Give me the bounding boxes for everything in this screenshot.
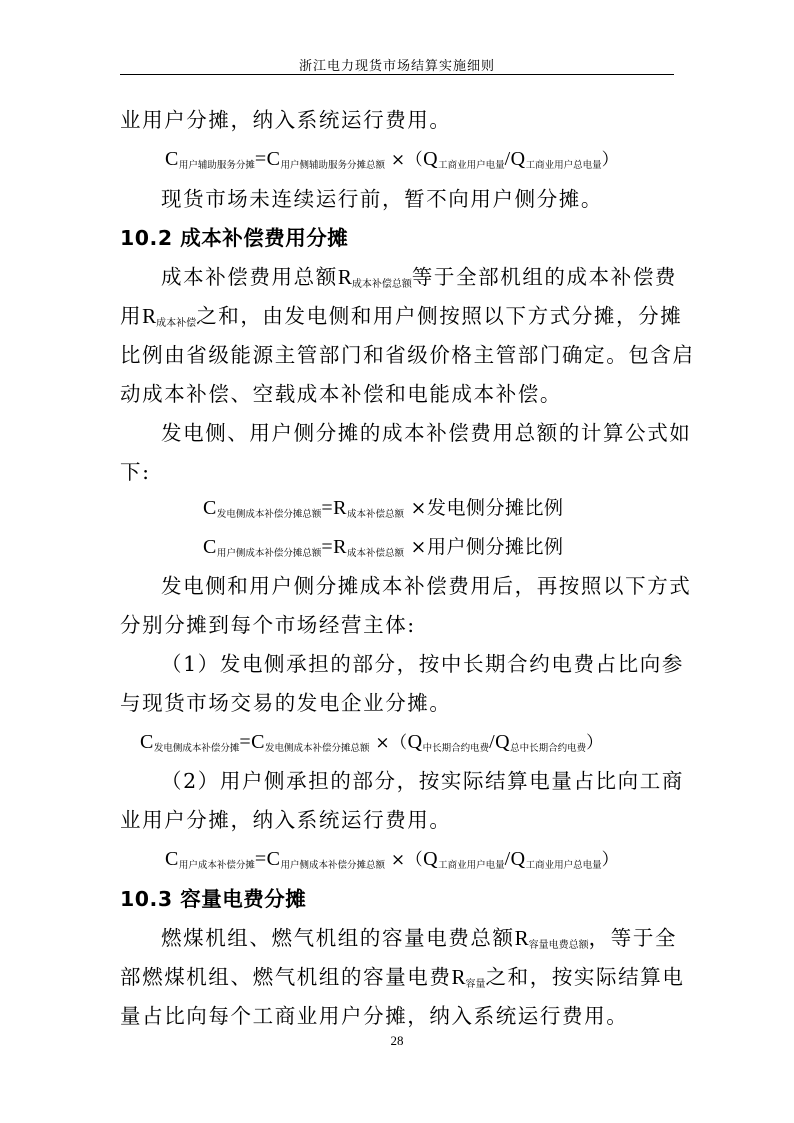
paragraph-line: 发电侧、用户侧分摊的成本补偿费用总额的计算公式如 <box>161 421 692 445</box>
paragraph-line: 比例由省级能源主管部门和省级价格主管部门确定。包含启 <box>120 343 695 367</box>
paragraph-line: 分别分摊到每个市场经营主体: <box>120 613 416 637</box>
formula-user-aux-allocation: C用户辅助服务分摊=C用户侧辅助服务分摊总额 ×（Q工商业用户电量/Q工商业用户总电量） <box>165 148 620 171</box>
running-header: 浙江电力现货市场结算实施细则 <box>298 59 495 74</box>
formula-generation-allocation: C发电侧成本补偿分摊=C发电侧成本补偿分摊总额 ×（Q中长期合约电费/Q总中长期合约电费） <box>140 731 604 754</box>
paragraph-line: 量占比向每个工商业用户分摊，纳入系统运行费用。 <box>120 1004 629 1028</box>
formula-generation-side-total: C发电侧成本补偿分摊总额=R成本补偿总额 ×发电侧分摊比例 <box>203 497 564 520</box>
paragraph-line: 与现货市场交易的发电企业分摊。 <box>120 691 452 715</box>
paragraph-line: （1）发电侧承担的部分，按中长期合约电费占比向参 <box>161 652 684 676</box>
paragraph-line: 燃煤机组、燃气机组的容量电费总额$R_{容量电费总额}$，等于全 <box>161 926 678 951</box>
paragraph-line: 业用户分摊，纳入系统运行费用。 <box>120 808 452 832</box>
formula-user-cost-allocation: C用户成本补偿分摊=C用户侧成本补偿分摊总额 ×（Q工商业用户电量/Q工商业用户总电量） <box>165 848 620 871</box>
page-number: 28 <box>390 1033 404 1048</box>
paragraph-line: 部燃煤机组、燃气机组的容量电费$R_{容量}$之和，按实际结算电 <box>120 965 685 990</box>
paragraph-line: （2）用户侧承担的部分，按实际结算电量占比向工商 <box>161 769 684 793</box>
paragraph-line: 现货市场未连续运行前，暂不向用户侧分摊。 <box>161 187 603 211</box>
paragraph-line: 业用户分摊，纳入系统运行费用。 <box>120 108 452 132</box>
formula-user-side-total: C用户侧成本补偿分摊总额=R成本补偿总额 ×用户侧分摊比例 <box>203 536 564 559</box>
paragraph-line: 下: <box>120 460 151 484</box>
section-heading-10-3: 10.3 容量电费分摊 <box>120 887 307 911</box>
paragraph-line: 动成本补偿、空载成本补偿和电能成本补偿。 <box>120 382 562 406</box>
paragraph-line: 发电侧和用户侧分摊成本补偿费用后，再按照以下方式 <box>161 574 692 598</box>
paragraph-line: 成本补偿费用总额$R_{成本补偿总额}$等于全部机组的成本补偿费 <box>161 265 678 290</box>
header-rule <box>120 74 674 75</box>
paragraph-line: 用$R_{成本补偿}$之和，由发电侧和用户侧按照以下方式分摊，分摊 <box>120 304 683 329</box>
section-heading-10-2: 10.2 成本补偿费用分摊 <box>120 226 349 250</box>
